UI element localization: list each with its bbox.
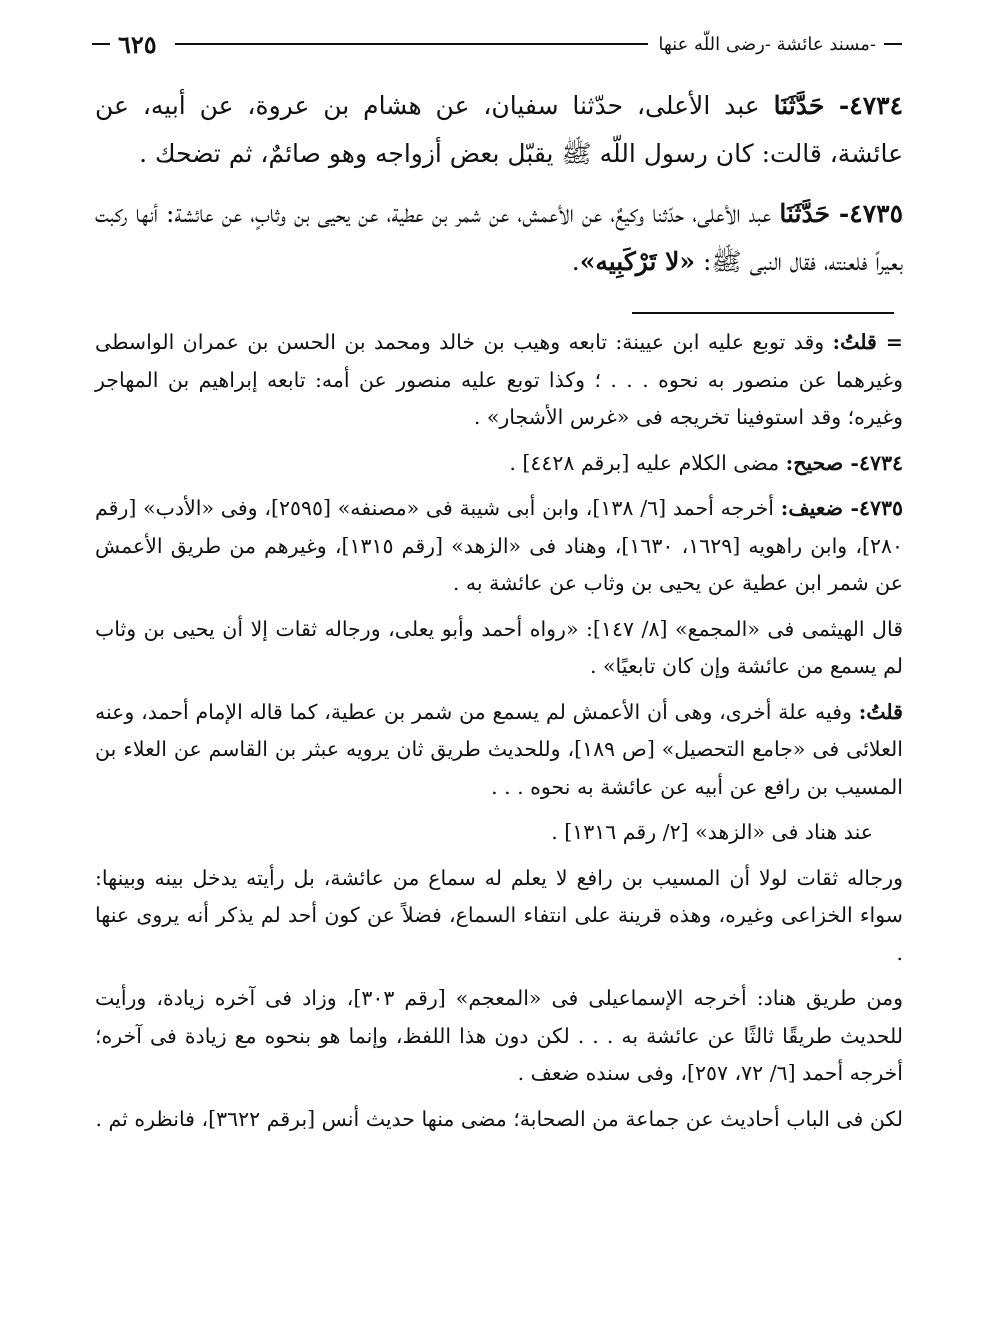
- hadith-body: [95, 82, 903, 298]
- note-paragraph: [95, 694, 903, 807]
- note-paragraph: [95, 814, 903, 852]
- hadith-4734: [95, 82, 903, 178]
- note-text: وفيه علة أخرى، وهى أن الأعمش لم يسمع من شمر بن عطية، كما قاله الإمام أحمد، وعنه العلائى فى «جامع التحصيل» [ص ١٨٩]، وللحديث طريق ثان يرويه عبثر بن القاسم عن العلاء بن المسيب بن رافع عن أبيه عن عائشة به نحوه . . .: [95, 699, 903, 799]
- note-text: ومن طريق هناد: أخرجه الإسماعيلى فى «المعجم» [رقم ٣٠٣]، وزاد فى آخره زيادة، ورأيت للحديث طريقًا ثالثًا عن عائشة به . . . لكن دون هذا اللفظ، وإنما هو بنحوه مع زيادة فى آخره؛ أخرجه أحمد [٦/ ٧٢، ٢٥٧]، وفى سنده ضعف .: [95, 986, 903, 1085]
- note-text: أخرجه أحمد [٦/ ١٣٨]، وابن أبى شيبة فى «مصنفه» [٢٥٩٥]، وفى «الأدب» [رقم ٢٨٠]، وابن راهويه [١٦٢٩، ١٦٣٠]، وهناد فى «الزهد» [رقم ١٣١٥]، وغيرهم من طريق الأعمش عن شمر ابن عطية عن يحيى بن وثاب عن عائشة به .: [95, 496, 903, 595]
- note-label: قلتُ:: [858, 699, 903, 724]
- footnotes: [95, 324, 903, 1146]
- note-label: ٤٧٣٤- صحيح:: [785, 450, 903, 475]
- hadith-number: ٤٧٣٤: [849, 91, 903, 120]
- note-text: ورجاله ثقات لولا أن المسيب بن رافع لا يعلم له سماع من عائشة، بل رأيته يدخل بينه وبينها: سواء الخزاعى وغيره، وهذه قرينة على انتفاء السماع، فضلاً عن كون أحد لم يذكر أنه يروى عنها .: [95, 865, 903, 965]
- hadith-number: ٤٧٣٥: [849, 199, 903, 228]
- header-rule: [175, 43, 649, 45]
- header-dash-end: [884, 43, 902, 45]
- hadith-text: عبد الأعلى، حدّثنا وكيعٌ، عن الأعمش، عن شمر بن عطية، عن يحيى بن وثابٍ، عن عائشة: أنها ركبت بعيراً فلعنته، فقال النبى ﷺ:: [95, 199, 903, 276]
- note-text: وقد توبع عليه ابن عيينة: تابعه وهيب بن خالد ومحمد بن الحسن بن عمران الواسطى وغيرهما عن منصور به نحوه . . . ؛ وكذا توبع عليه منصور عن أمه: تابعه إبراهيم بن المهاجر وغيره؛ وقد استوفينا تخريجه فى «غرس الأشجار» .: [95, 330, 903, 429]
- running-title: مسند عائشة -رضى اللّه عنها-: [658, 33, 876, 55]
- note-text: مضى الكلام عليه [برقم ٤٤٢٨] .: [509, 450, 786, 475]
- note-text: لكن فى الباب أحاديث عن جماعة من الصحابة؛ مضى منها حديث أنس [برقم ٣٦٢٢]، فانظره ثم .: [95, 1106, 903, 1131]
- note-paragraph: [95, 324, 903, 437]
- page-header: [92, 26, 902, 62]
- note-label: ٤٧٣٥- ضعيف:: [780, 496, 903, 520]
- header-dash: [92, 43, 110, 45]
- note-text: عند هناد فى «الزهد» [٢/ رقم ١٣١٦] .: [551, 820, 873, 844]
- hadith-text: عبد الأعلى، حدّثنا سفيان، عن هشام بن عروة، عن أبيه، عن عائشة، قالت: كان رسول اللّه ﷺ يقبّل بعض أزواجه وهو صائمٌ، ثم تضحك .: [95, 91, 903, 168]
- note-paragraph: [95, 445, 903, 483]
- page-number: ٦٢٥: [118, 29, 157, 59]
- hadith-intro: - حَدَّثَنَا: [779, 199, 850, 228]
- note-paragraph: [95, 860, 903, 973]
- note-paragraph: [95, 980, 903, 1093]
- note-label: = قلتُ:: [832, 330, 903, 354]
- hadith-intro: - حَدَّثَنَا: [773, 91, 850, 120]
- note-paragraph: [95, 1101, 903, 1139]
- note-paragraph: [95, 611, 903, 686]
- note-text: قال الهيثمى فى «المجمع» [٨/ ١٤٧]: «رواه أحمد وأبو يعلى، ورجاله ثقات إلا أن يحيى بن وثاب لم يسمع من عائشة وإن كان تابعيًا» .: [95, 616, 903, 678]
- note-paragraph: [95, 490, 903, 603]
- prophet-quote: «لا تَرْكَبِيه»: [579, 247, 696, 276]
- hadith-end: .: [571, 247, 580, 276]
- hadith-4735: [95, 190, 903, 286]
- footnote-separator: [632, 312, 894, 314]
